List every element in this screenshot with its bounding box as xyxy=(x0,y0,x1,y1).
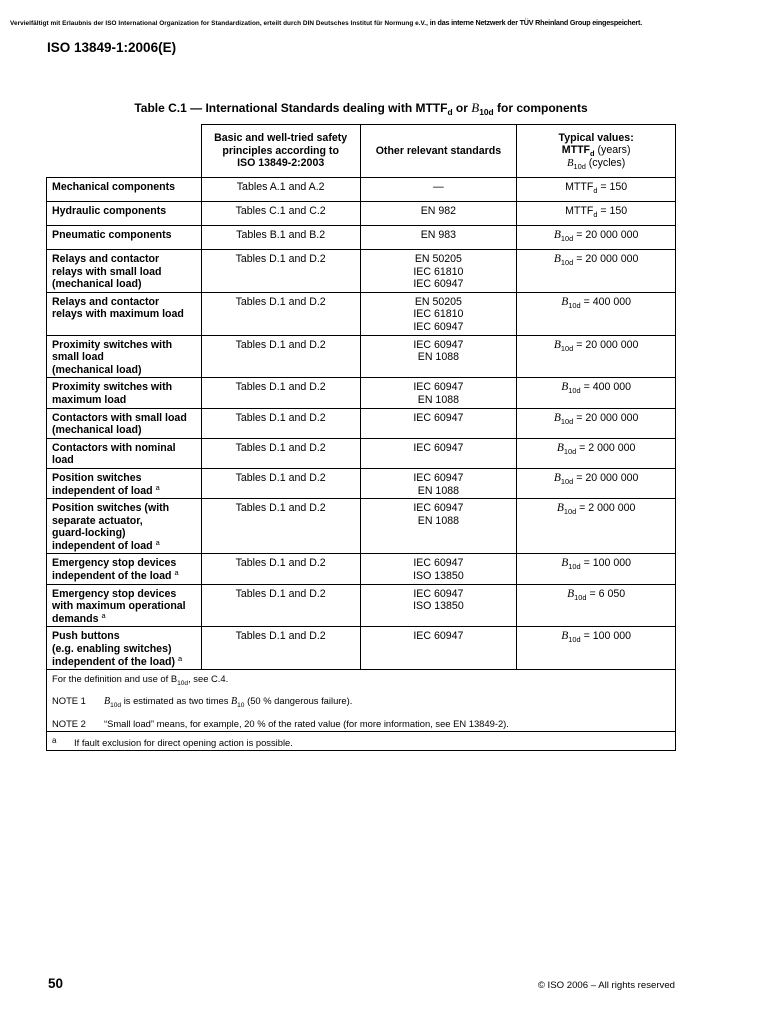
table-title xyxy=(0,100,722,116)
typical-value-cell xyxy=(517,226,676,250)
title-suffix: for components xyxy=(493,101,588,115)
watermark-text-a: Vervielfältigt mit Erlaubnis der ISO International Organization for Standardization, erteilt durch DIN Deutsches Institut für Normung e.V., xyxy=(10,20,428,27)
typical-value-cell xyxy=(517,438,676,468)
footnote-ref: a xyxy=(155,482,160,492)
typical-value-symbol: B xyxy=(553,338,561,351)
typical-value-subscript: 10d xyxy=(563,446,577,456)
typical-value-cell xyxy=(517,627,676,670)
component-line: demands xyxy=(52,612,99,625)
table-row xyxy=(47,438,676,468)
typical-value-cell xyxy=(517,292,676,335)
component-cell xyxy=(47,438,202,468)
note1-mid: is estimated as two times xyxy=(121,695,232,707)
other-standards-cell xyxy=(360,554,517,584)
typical-value-symbol: MTTF xyxy=(565,205,594,217)
component-cell xyxy=(47,178,202,202)
standard-ref: EN 50205 xyxy=(414,295,462,308)
note1-label: NOTE 1 xyxy=(52,695,86,707)
typical-value-number: = 20 000 000 xyxy=(573,253,639,265)
table-row xyxy=(47,378,676,408)
typical-value-symbol: B xyxy=(561,630,569,643)
standard-ref: IEC 60947 xyxy=(413,502,464,515)
typical-value-subscript: 10d xyxy=(560,476,574,486)
component-line: Position switches (with xyxy=(52,502,170,515)
typical-value-cell xyxy=(517,178,676,202)
footnote-text: If fault exclusion for direct opening action is possible. xyxy=(74,737,293,749)
typical-value-cell xyxy=(517,335,676,378)
other-standards-cell xyxy=(360,226,517,250)
component-cell xyxy=(47,468,202,498)
component-line: guard-locking) xyxy=(52,527,126,540)
title-b: B xyxy=(471,100,480,115)
typical-value-subscript: 10d xyxy=(560,416,574,426)
title-or: or xyxy=(452,101,472,115)
watermark-text-b: in das interne Netzwerk der TÜV Rheinland Group eingespeichert. xyxy=(429,18,642,27)
typical-value-cell xyxy=(517,554,676,584)
typical-value-number: = 6 050 xyxy=(586,587,626,600)
component-line: (mechanical load) xyxy=(52,363,142,376)
table-notes xyxy=(47,670,676,732)
header-typ-cycles: (cycles) xyxy=(585,156,626,169)
component-line: Proximity switches with xyxy=(52,338,173,351)
typical-value-subscript: 10d xyxy=(560,343,574,353)
component-line: relays with maximum load xyxy=(52,308,184,321)
note2-label: NOTE 2 xyxy=(52,718,86,730)
component-line: small load xyxy=(52,351,104,364)
typical-value-cell xyxy=(517,250,676,293)
footnote-mark: a xyxy=(52,736,57,746)
typical-value-subscript: d xyxy=(593,186,598,195)
copyright-watermark xyxy=(10,18,760,27)
basic-principles-cell: Tables D.1 and D.2 xyxy=(201,499,360,554)
basic-principles-cell: Tables D.1 and D.2 xyxy=(201,627,360,670)
typical-value-subscript: 10d xyxy=(568,635,581,645)
header-basic-line3: ISO 13849-2:2003 xyxy=(237,157,325,170)
copyright-notice: © ISO 2006 – All rights reserved xyxy=(537,980,675,991)
component-cell xyxy=(47,335,202,378)
component-line: Contactors with nominal xyxy=(52,441,176,454)
typical-value-symbol: B xyxy=(561,557,569,570)
other-standards-cell xyxy=(360,584,517,627)
header-blank-cell xyxy=(47,125,202,178)
standard-ref: EN 983 xyxy=(420,229,457,241)
component-line: Relays and contactor xyxy=(52,253,160,265)
standard-ref: IEC 60947 xyxy=(413,278,464,291)
def-prefix: For the definition and use of B xyxy=(52,673,178,685)
footnote-ref: a xyxy=(177,653,183,663)
standard-ref: IEC 61810 xyxy=(413,265,464,278)
typical-value-subscript: 10d xyxy=(568,386,581,396)
typical-value-symbol: B xyxy=(561,295,569,308)
typical-value-cell xyxy=(517,408,676,438)
component-line: Mechanical components xyxy=(52,181,176,193)
note1-suffix: (50 % dangerous failure). xyxy=(244,695,353,707)
basic-principles-cell: Tables D.1 and D.2 xyxy=(201,584,360,627)
other-standards-cell xyxy=(360,438,517,468)
table-row xyxy=(47,584,676,627)
basic-principles-cell: Tables D.1 and D.2 xyxy=(201,335,360,378)
typical-value-number: = 100 000 xyxy=(580,557,632,570)
basic-principles-cell: Tables D.1 and D.2 xyxy=(201,292,360,335)
header-typ-b-sub: 10d xyxy=(573,161,586,171)
header-typ-mttf: MTTF xyxy=(561,144,591,157)
note1-b2-sub: 10 xyxy=(237,702,245,710)
component-cell xyxy=(47,584,202,627)
component-line: independent of load xyxy=(52,484,153,497)
other-standards-cell xyxy=(360,408,517,438)
typical-value-symbol: B xyxy=(553,253,561,265)
title-sub: d xyxy=(447,107,453,117)
component-line: Push buttons xyxy=(52,630,120,643)
other-standards-cell xyxy=(360,627,517,670)
table-row xyxy=(47,627,676,670)
component-line: separate actuator, xyxy=(52,514,143,527)
component-line: (mechanical load) xyxy=(52,424,142,437)
component-line: load xyxy=(52,454,74,467)
basic-principles-cell: Tables A.1 and A.2 xyxy=(201,178,360,202)
typical-value-symbol: B xyxy=(556,441,564,454)
component-cell xyxy=(47,554,202,584)
component-line: Position switches xyxy=(52,471,142,484)
table-row xyxy=(47,178,676,202)
table-row xyxy=(47,499,676,554)
standard-ref: EN 50205 xyxy=(414,253,462,265)
header-typ-line1: Typical values: xyxy=(558,131,634,144)
typical-value-symbol: B xyxy=(553,471,561,484)
header-other-label: Other relevant standards xyxy=(375,144,502,157)
basic-principles-cell: Tables C.1 and C.2 xyxy=(201,202,360,226)
standard-ref: IEC 60947 xyxy=(413,411,464,424)
typical-value-subscript: 10d xyxy=(560,258,574,267)
basic-principles-cell: Tables D.1 and D.2 xyxy=(201,438,360,468)
table-footnote xyxy=(47,732,676,751)
component-line: (e.g. enabling switches) xyxy=(52,643,172,656)
typical-value-symbol: B xyxy=(556,502,564,515)
other-standards-cell xyxy=(360,468,517,498)
component-cell xyxy=(47,292,202,335)
note-1 xyxy=(52,695,670,708)
component-cell xyxy=(47,378,202,408)
standard-ref: IEC 60947 xyxy=(413,630,464,643)
note-2 xyxy=(52,718,670,730)
title-b-sub: 10d xyxy=(479,107,494,117)
footnote-ref: a xyxy=(155,537,160,547)
basic-principles-cell: Tables B.1 and B.2 xyxy=(201,226,360,250)
table-header-row xyxy=(47,125,676,178)
standard-ref: IEC 60947 xyxy=(413,587,464,600)
note1-b2: B xyxy=(231,696,238,708)
other-standards-cell xyxy=(360,378,517,408)
component-cell xyxy=(47,250,202,293)
component-line: Hydraulic components xyxy=(52,205,167,217)
typical-value-number: = 2 000 000 xyxy=(576,441,636,454)
def-suffix: , see C.4. xyxy=(188,673,229,685)
typical-value-number: = 20 000 000 xyxy=(573,411,639,424)
typical-value-subscript: 10d xyxy=(563,507,577,517)
basic-principles-cell: Tables D.1 and D.2 xyxy=(201,554,360,584)
component-line: Emergency stop devices xyxy=(52,587,177,600)
table-row xyxy=(47,335,676,378)
header-typ-years: (years) xyxy=(594,144,631,157)
standard-ref: ISO 13850 xyxy=(413,600,464,613)
typical-value-number: = 2 000 000 xyxy=(576,502,636,515)
typical-value-number: = 150 xyxy=(597,181,628,193)
definition-note xyxy=(52,673,670,688)
component-cell xyxy=(47,226,202,250)
standard-ref: IEC 60947 xyxy=(413,338,464,351)
component-line: Emergency stop devices xyxy=(52,557,177,570)
header-basic-principles xyxy=(201,125,360,178)
footnote-ref: a xyxy=(174,568,179,578)
component-line: Relays and contactor xyxy=(52,295,160,308)
component-cell xyxy=(47,499,202,554)
typical-value-cell xyxy=(517,378,676,408)
page-number: 50 xyxy=(48,976,64,991)
other-standards-cell xyxy=(360,178,517,202)
standard-ref: ISO 13850 xyxy=(413,570,464,583)
typical-value-cell xyxy=(517,584,676,627)
basic-principles-cell: Tables D.1 and D.2 xyxy=(201,408,360,438)
standard-ref: IEC 60947 xyxy=(413,320,464,333)
document-id: ISO 13849-1:2006(E) xyxy=(47,40,177,55)
typical-value-number: = 20 000 000 xyxy=(573,338,639,351)
typical-value-number: = 100 000 xyxy=(580,630,632,643)
standards-table xyxy=(46,124,676,751)
table-row xyxy=(47,554,676,584)
typical-value-number: = 150 xyxy=(597,205,628,217)
typical-value-subscript: 10d xyxy=(560,234,574,243)
table-row xyxy=(47,202,676,226)
standard-ref: EN 1088 xyxy=(417,351,459,364)
component-line: independent of load xyxy=(52,539,153,552)
standard-ref: IEC 60947 xyxy=(413,557,464,570)
header-basic-line1: Basic and well-tried safety xyxy=(214,132,348,145)
component-line: Contactors with small load xyxy=(52,411,187,424)
other-standards-cell xyxy=(360,499,517,554)
typical-value-cell xyxy=(517,499,676,554)
header-typical-values xyxy=(517,125,676,178)
standard-ref: EN 1088 xyxy=(417,393,459,406)
table-body xyxy=(47,178,676,670)
typical-value-number: = 20 000 000 xyxy=(573,471,639,484)
typical-value-symbol: B xyxy=(561,381,569,394)
other-standards-cell xyxy=(360,202,517,226)
header-typ-mttf-sub: d xyxy=(590,149,595,159)
other-standards-cell xyxy=(360,292,517,335)
typical-value-subscript: d xyxy=(593,210,598,219)
table-row xyxy=(47,250,676,293)
basic-principles-cell: Tables D.1 and D.2 xyxy=(201,378,360,408)
component-line: (mechanical load) xyxy=(52,278,142,291)
note2-text: “Small load” means, for example, 20 % of the rated value (for more information, see EN 13849-2). xyxy=(104,718,509,730)
component-line: Pneumatic components xyxy=(52,229,172,241)
typical-value-number: = 400 000 xyxy=(580,295,632,308)
other-standards-cell xyxy=(360,335,517,378)
component-line: independent of the load xyxy=(52,570,172,583)
basic-principles-cell: Tables D.1 and D.2 xyxy=(201,468,360,498)
component-line: with maximum operational xyxy=(52,600,186,613)
component-line: independent of the load) xyxy=(52,655,175,668)
component-line: maximum load xyxy=(52,393,127,406)
typical-value-symbol: MTTF xyxy=(565,181,594,193)
typical-value-number: = 20 000 000 xyxy=(573,229,639,241)
component-line: Proximity switches with xyxy=(52,381,173,394)
typical-value-subscript: 10d xyxy=(568,562,581,572)
component-cell xyxy=(47,202,202,226)
header-other-standards xyxy=(360,125,517,178)
typical-value-number: = 400 000 xyxy=(580,381,632,394)
typical-value-symbol: B xyxy=(553,411,561,424)
standard-ref: EN 982 xyxy=(420,205,457,217)
standard-ref: IEC 61810 xyxy=(413,308,464,321)
other-standards-cell xyxy=(360,250,517,293)
footnote-ref: a xyxy=(101,610,106,620)
def-sub: 10d xyxy=(177,680,189,688)
basic-principles-cell: Tables D.1 and D.2 xyxy=(201,250,360,293)
note1-b: B xyxy=(104,696,111,708)
standard-ref: IEC 60947 xyxy=(413,471,464,484)
title-prefix: Table C.1 — International Standards dealing with MTTF xyxy=(134,101,448,115)
standard-ref: EN 1088 xyxy=(417,484,459,497)
typical-value-subscript: 10d xyxy=(568,300,581,310)
table-row xyxy=(47,226,676,250)
standard-ref: IEC 60947 xyxy=(413,441,464,454)
note1-b-sub: 10d xyxy=(110,702,122,710)
table-row xyxy=(47,292,676,335)
table-row xyxy=(47,468,676,498)
standard-ref: IEC 60947 xyxy=(413,381,464,394)
standard-ref: EN 1088 xyxy=(417,514,459,527)
component-cell xyxy=(47,408,202,438)
header-basic-line2: principles according to xyxy=(222,144,339,157)
standard-ref: — xyxy=(433,181,444,193)
component-cell xyxy=(47,627,202,670)
component-line: relays with small load xyxy=(52,265,162,278)
typical-value-symbol: B xyxy=(553,229,561,241)
typical-value-cell xyxy=(517,468,676,498)
header-typ-b: B xyxy=(566,157,574,169)
table-row xyxy=(47,408,676,438)
typical-value-symbol: B xyxy=(567,587,575,600)
typical-value-subscript: 10d xyxy=(574,592,587,602)
typical-value-cell xyxy=(517,202,676,226)
